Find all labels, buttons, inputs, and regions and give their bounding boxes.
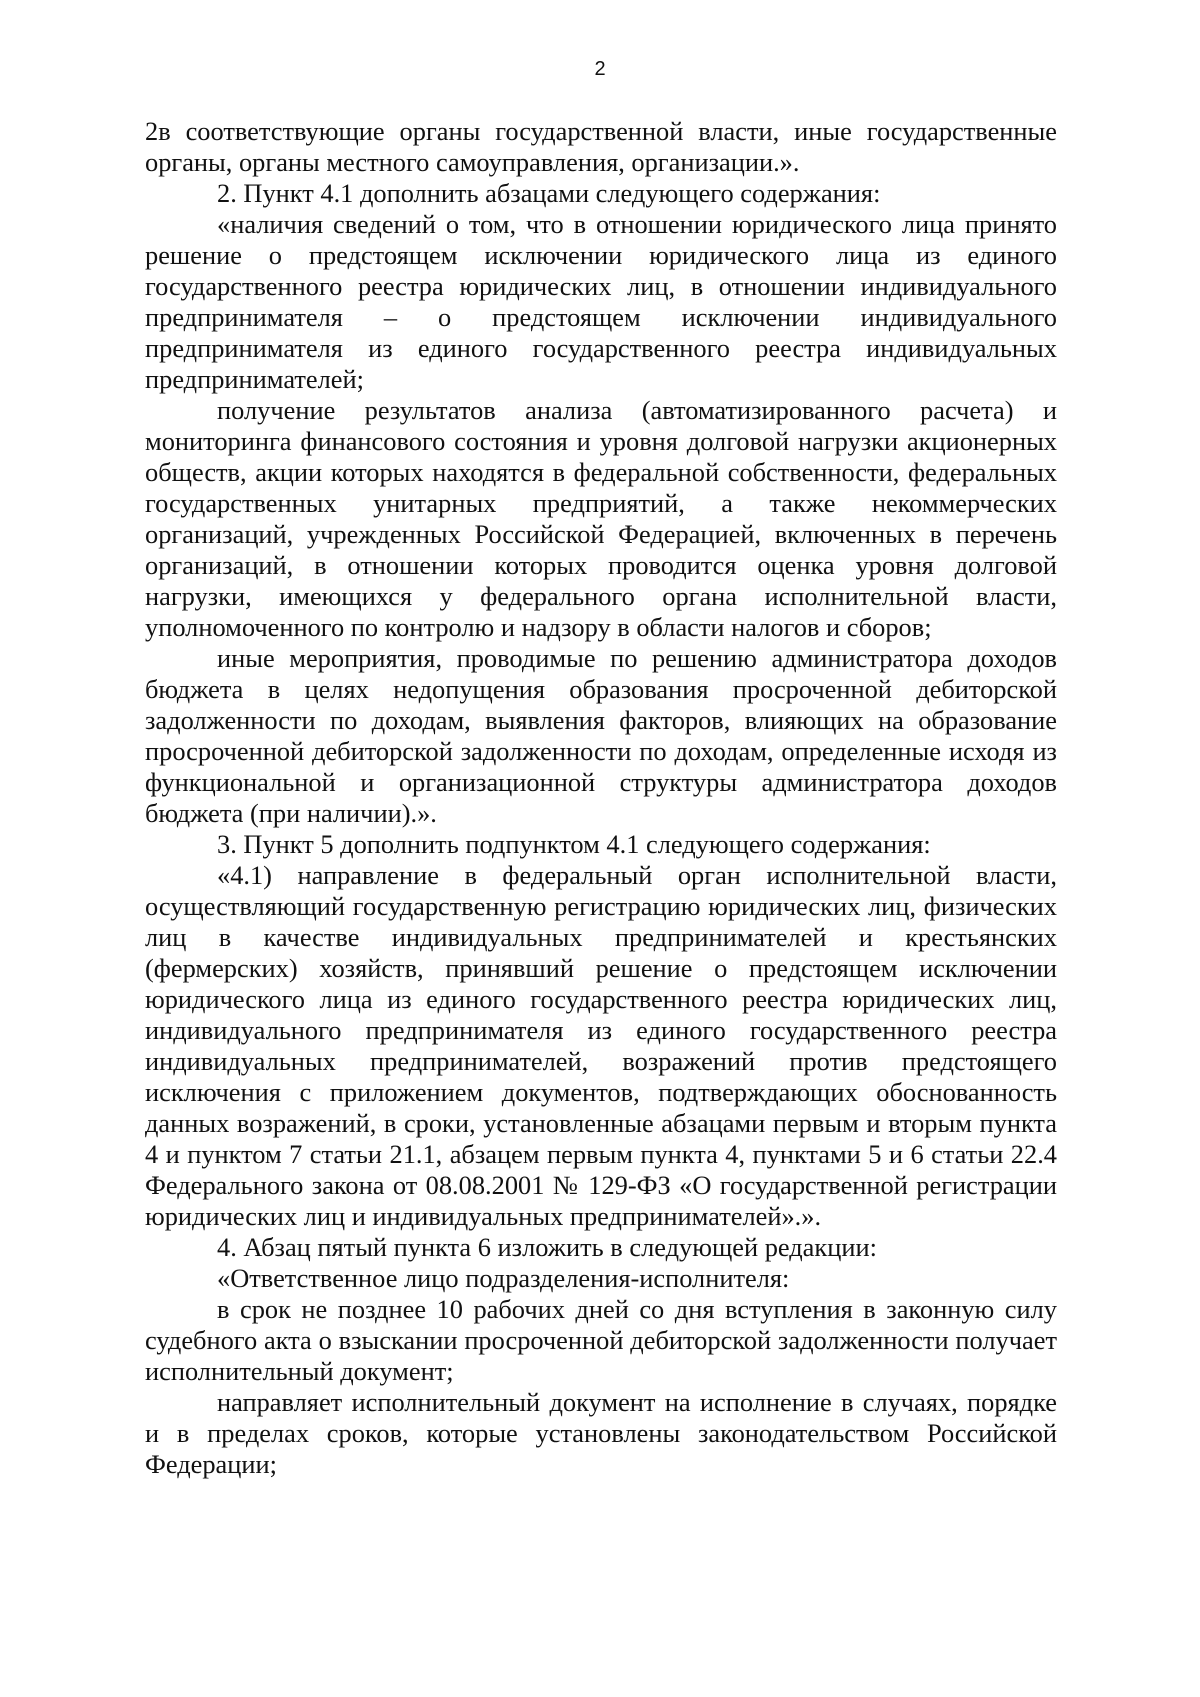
paragraph-7: «4.1) направление в федеральный орган исполнительной власти, осуществляющий государственную регистрацию юридических лиц, физических лиц в качестве индивидуальных предпринимателей и крестьянских (фермерских) хозяйств, принявший решение о предстоящем исключении юридического лица из единого государственного реестра юридических лиц, индивидуального предпринимателя из единого государственного реестра индивидуальных предпринимателей, возражений против предстоящего исключения с приложением документов, подтверждающих обоснованность данных возражений, в сроки, установленные абзацами первым и вторым пункта 4 и пунктом 7 статьи 21.1, абзацем первым пункта 4, пунктами 5 и 6 статьи 22.4 Федерального закона от 08.08.2001 № 129-ФЗ «О государственной регистрации юридических лиц и индивидуальных предпринимателей».». xyxy=(145,860,1057,1231)
paragraph-2: 2. Пункт 4.1 дополнить абзацами следующего содержания: xyxy=(217,178,881,208)
document-body xyxy=(145,116,1057,1480)
paragraph-3: «наличия сведений о том, что в отношении юридического лица принято решение о предстоящем исключении юридического лица из единого государственного реестра юридических лиц, в отношении индивидуального предпринимателя – о предстоящем исключении индивидуального предпринимателя из единого государственного реестра индивидуальных предпринимателей; xyxy=(145,209,1057,394)
paragraph-5: иные мероприятия, проводимые по решению администратора доходов бюджета в целях недопущения образования просроченной дебиторской задолженности по доходам, выявления факторов, влияющих на образование просроченной дебиторской задолженности по доходам, определенные исходя из функциональной и организационной структуры администратора доходов бюджета (при наличии).». xyxy=(145,643,1057,828)
paragraph-9: «Ответственное лицо подразделения-исполнителя: xyxy=(217,1263,790,1293)
paragraph-10: в срок не позднее 10 рабочих дней со дня вступления в законную силу судебного акта о взыскании просроченной дебиторской задолженности получает исполнительный документ; xyxy=(145,1294,1057,1386)
paragraph-6: 3. Пункт 5 дополнить подпунктом 4.1 следующего содержания: xyxy=(217,829,931,859)
paragraph-1: 2в соответствующие органы государственной власти, иные государственные органы, органы местного самоуправления, организации.». xyxy=(145,116,1057,177)
paragraph-4: получение результатов анализа (автоматизированного расчета) и мониторинга финансового состояния и уровня долговой нагрузки акционерных обществ, акции которых находятся в федеральной собственности, федеральных государственных унитарных предприятий, а также некоммерческих организаций, учрежденных Российской Федерацией, включенных в перечень организаций, в отношении которых проводится оценка уровня долговой нагрузки, имеющихся у федерального органа исполнительной власти, уполномоченного по контролю и надзору в области налогов и сборов; xyxy=(145,395,1057,642)
paragraph-11: направляет исполнительный документ на исполнение в случаях, порядке и в пределах сроков, которые установлены законодательством Российской Федерации; xyxy=(145,1387,1057,1479)
paragraph-8: 4. Абзац пятый пункта 6 изложить в следующей редакции: xyxy=(217,1232,877,1262)
page-number: 2 xyxy=(594,58,606,80)
